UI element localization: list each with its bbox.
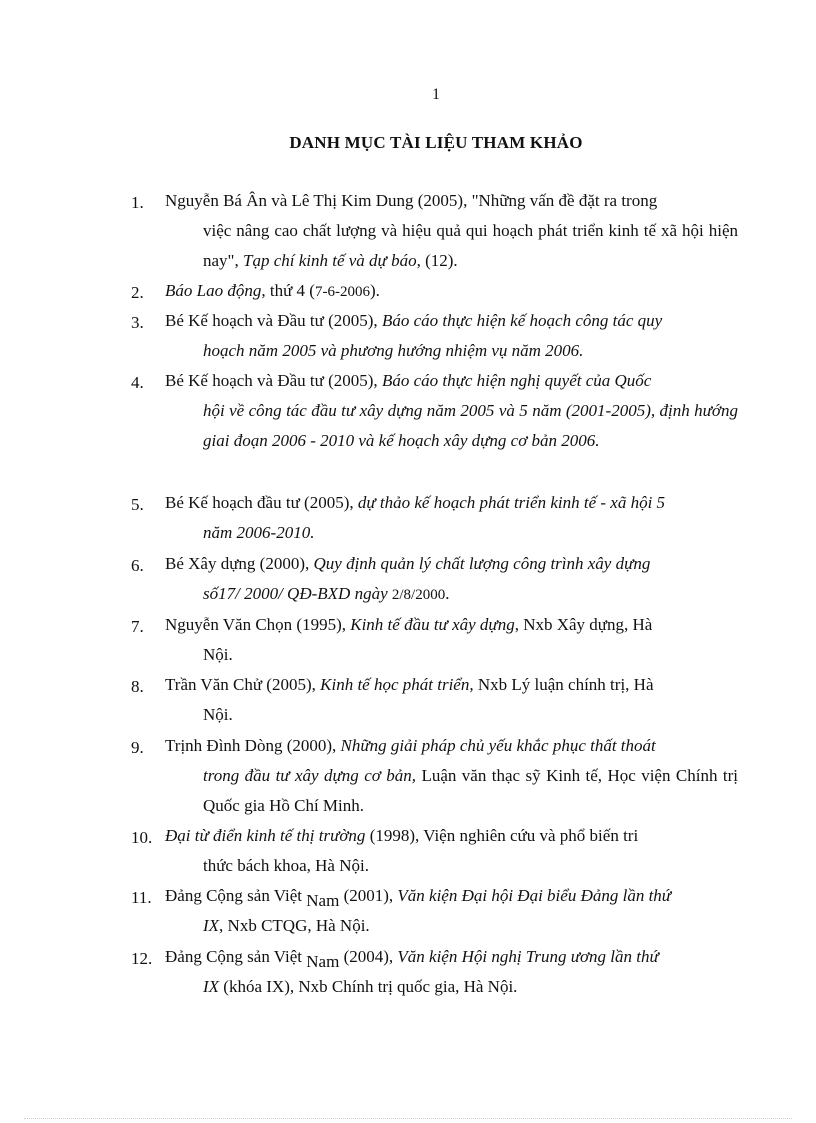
- reference-number: 4.: [131, 373, 144, 392]
- reference-item: 12. Đảng Cộng sản Việt Nam (2004), Văn kiện Hội nghị Trung ương lần thứ IX (khóa IX), Nxb Chính trị quốc gia, Hà Nội.: [131, 942, 738, 1002]
- reference-item: 6. Bé Xây dựng (2000), Quy định quản lý chất lượng công trình xây dựng số17/ 2000/ QĐ-BXD ngày 2/8/2000.: [131, 549, 738, 610]
- reference-item: 2. Báo Lao động, thứ 4 (7-6-2006).: [131, 276, 738, 306]
- reference-item: 8. Trần Văn Chử (2005), Kinh tế học phát triển, Nxb Lý luận chính trị, Hà Nội.: [131, 670, 738, 731]
- reference-number: 9.: [131, 738, 144, 757]
- reference-item: 7. Nguyễn Văn Chọn (1995), Kinh tế đầu tư xây dựng, Nxb Xây dựng, Hà Nội.: [131, 610, 738, 670]
- page-title: DANH MỤC TÀI LIỆU THAM KHẢO: [289, 133, 583, 152]
- reference-number: 5.: [131, 495, 144, 514]
- reference-item: 4. Bé Kế hoạch và Đầu tư (2005), Báo cáo thực hiện nghị quyết của Quốc hội về công tác đầu tư xây dựng năm 2005 và 5 năm (2001-2005), định hướng giai đoạn 2006 - 2010 và kế hoạch xây dựng cơ bản 2006.: [131, 366, 738, 488]
- reference-number: 11.: [131, 888, 152, 907]
- reference-number: 1.: [131, 193, 144, 212]
- reference-item: 1. Nguyễn Bá Ân và Lê Thị Kim Dung (2005), "Những vấn đề đặt ra trong việc nâng cao chất lượng và hiệu quả qui hoạch phát triển kinh tế xã hội hiện nay", Tạp chí kinh tế và dự báo, (12).: [131, 186, 738, 276]
- reference-number: 6.: [131, 556, 144, 575]
- page-footer-divider: [24, 1118, 792, 1119]
- reference-number: 3.: [131, 313, 144, 332]
- reference-number: 7.: [131, 617, 144, 636]
- reference-number: 10.: [131, 828, 153, 847]
- reference-list: [131, 186, 738, 1002]
- reference-item: 5. Bé Kế hoạch đầu tư (2005), dự thảo kế hoạch phát triển kinh tế - xã hội 5 năm 2006-2010.: [131, 488, 738, 549]
- reference-item: 10. Đại từ điển kinh tế thị trường (1998), Viện nghiên cứu và phổ biến tri thức bách khoa, Hà Nội.: [131, 821, 738, 881]
- reference-item: 9. Trịnh Đình Dòng (2000), Những giải pháp chủ yếu khắc phục thất thoát trong đầu tư xây dựng cơ bản, Luận văn thạc sỹ Kinh tế, Học viện Chính trị Quốc gia Hồ Chí Minh.: [131, 731, 738, 821]
- reference-number: 8.: [131, 677, 144, 696]
- page-number: 1: [432, 86, 440, 103]
- reference-item: 11. Đảng Cộng sản Việt Nam (2001), Văn kiện Đại hội Đại biểu Đảng lần thứ IX, Nxb CTQG, Hà Nội.: [131, 881, 738, 942]
- reference-item: 3. Bé Kế hoạch và Đầu tư (2005), Báo cáo thực hiện kế hoạch công tác quy hoạch năm 2005 và phương hướng nhiệm vụ năm 2006.: [131, 306, 738, 366]
- reference-number: 2.: [131, 283, 144, 302]
- reference-number: 12.: [131, 949, 153, 968]
